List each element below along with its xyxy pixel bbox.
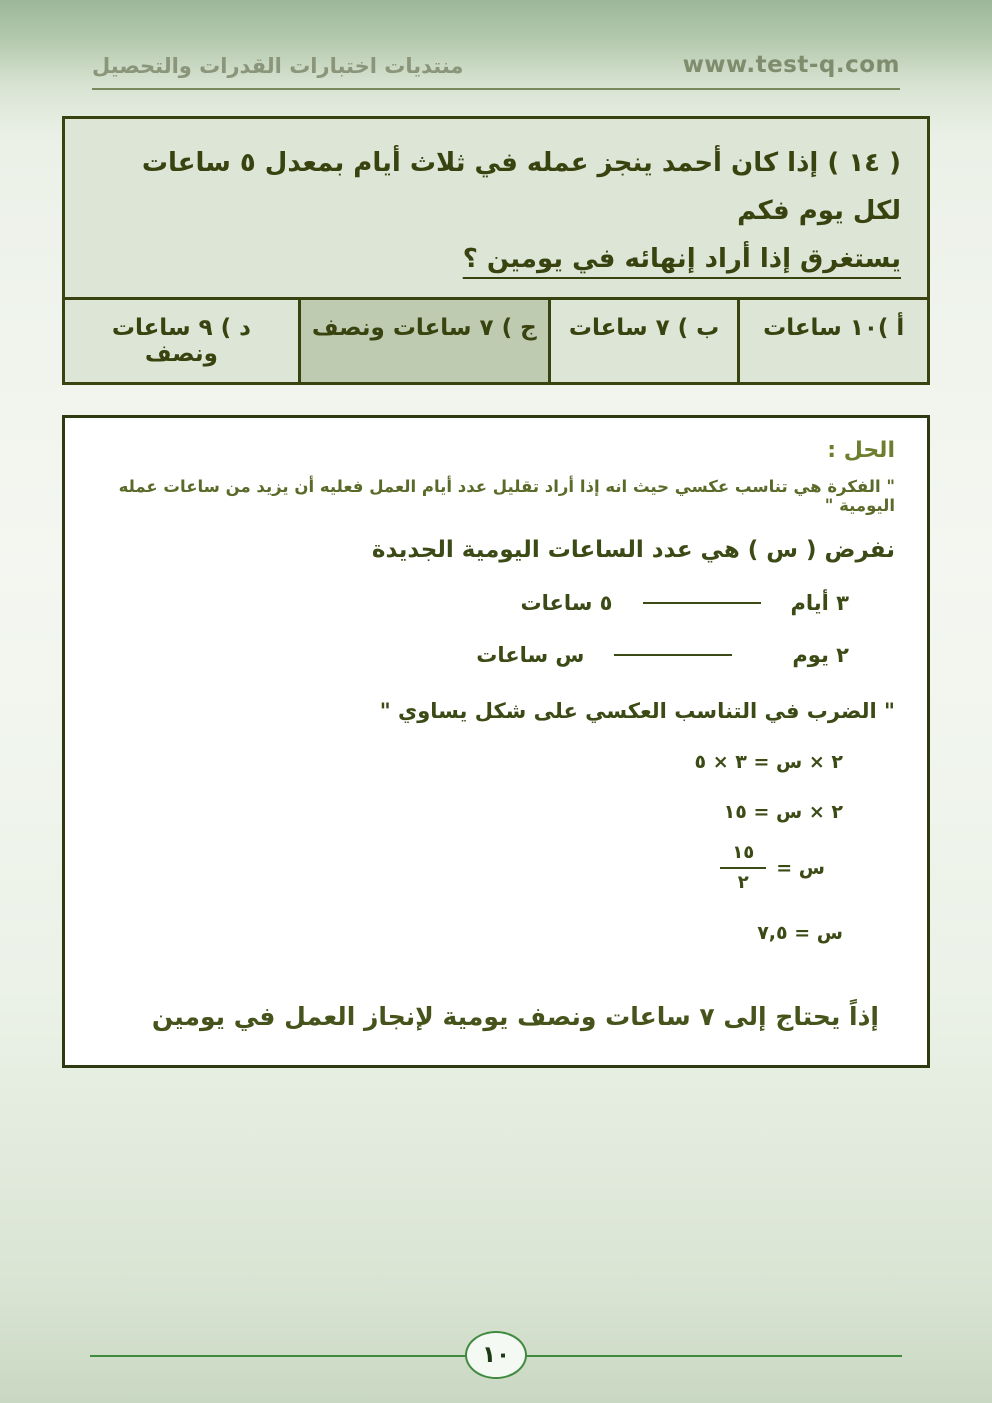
solution-conclusion: إذاً يحتاج إلى ٧ ساعات ونصف يومية لإنجاز العمل في يومين	[151, 1002, 879, 1032]
solution-box	[62, 415, 930, 1068]
fraction	[720, 841, 766, 894]
proportion-row-2	[97, 643, 895, 667]
equation-3-fraction	[97, 841, 895, 894]
forum-title: منتديات اختبارات القدرات والتحصيل	[92, 54, 464, 78]
question-line-1: ( ١٤ ) إذا كان أحمد ينجز عمله في ثلاث أيام بمعدل ٥ ساعات لكل يوم فكم	[141, 148, 901, 227]
solution-note: " الضرب في التناسب العكسي على شكل يساوي "	[379, 699, 895, 724]
equation-1: ٢ × س = ٣ × ٥	[694, 751, 843, 774]
header-divider	[92, 88, 900, 90]
equation-2: ٢ × س = ١٥	[723, 801, 843, 824]
page-number: ١٠	[481, 1342, 511, 1368]
page-number-badge	[465, 1331, 527, 1379]
solution-idea: " الفكرة هي تناسب عكسي حيث انه إذا أراد تقليل عدد أيام العمل فعليه أن يزيد من ساعات عمله اليومية "	[118, 477, 895, 516]
site-url[interactable]: www.test-q.com	[682, 52, 900, 78]
page-header	[0, 0, 992, 78]
proportion-row-1-left: ٥ ساعات	[520, 591, 613, 616]
option-c-highlighted: ج ) ٧ ساعات ونصف	[298, 300, 548, 382]
proportion-row-2-left: س ساعات	[476, 643, 585, 668]
option-b: ب ) ٧ ساعات	[548, 300, 738, 382]
option-a: أ )١٠ ساعات	[737, 300, 927, 382]
option-d: د ) ٩ ساعات ونصف	[111, 315, 251, 368]
answer-options-row	[65, 297, 927, 382]
page-footer	[0, 1329, 992, 1381]
solution-assumption: نفرض ( س ) هي عدد الساعات اليومية الجديدة	[371, 537, 895, 564]
proportion-row-2-right: ٢ يوم	[792, 643, 849, 668]
equation-4: س = ٧,٥	[757, 922, 843, 945]
fraction-denominator: ٢	[737, 871, 749, 893]
solution-label: الحل :	[827, 438, 895, 464]
fraction-numerator: ١٥	[720, 841, 766, 868]
question-text	[65, 119, 927, 297]
question-box	[62, 116, 930, 385]
proportion-dash-2	[614, 654, 732, 656]
proportion-row-1	[97, 591, 895, 615]
question-line-2: يستغرق إذا أراد إنهائه في يومين ؟	[462, 244, 901, 275]
proportion-dash-1	[643, 602, 761, 604]
equation-3-prefix: س =	[776, 856, 825, 879]
proportion-row-1-right: ٣ أيام	[790, 591, 849, 616]
